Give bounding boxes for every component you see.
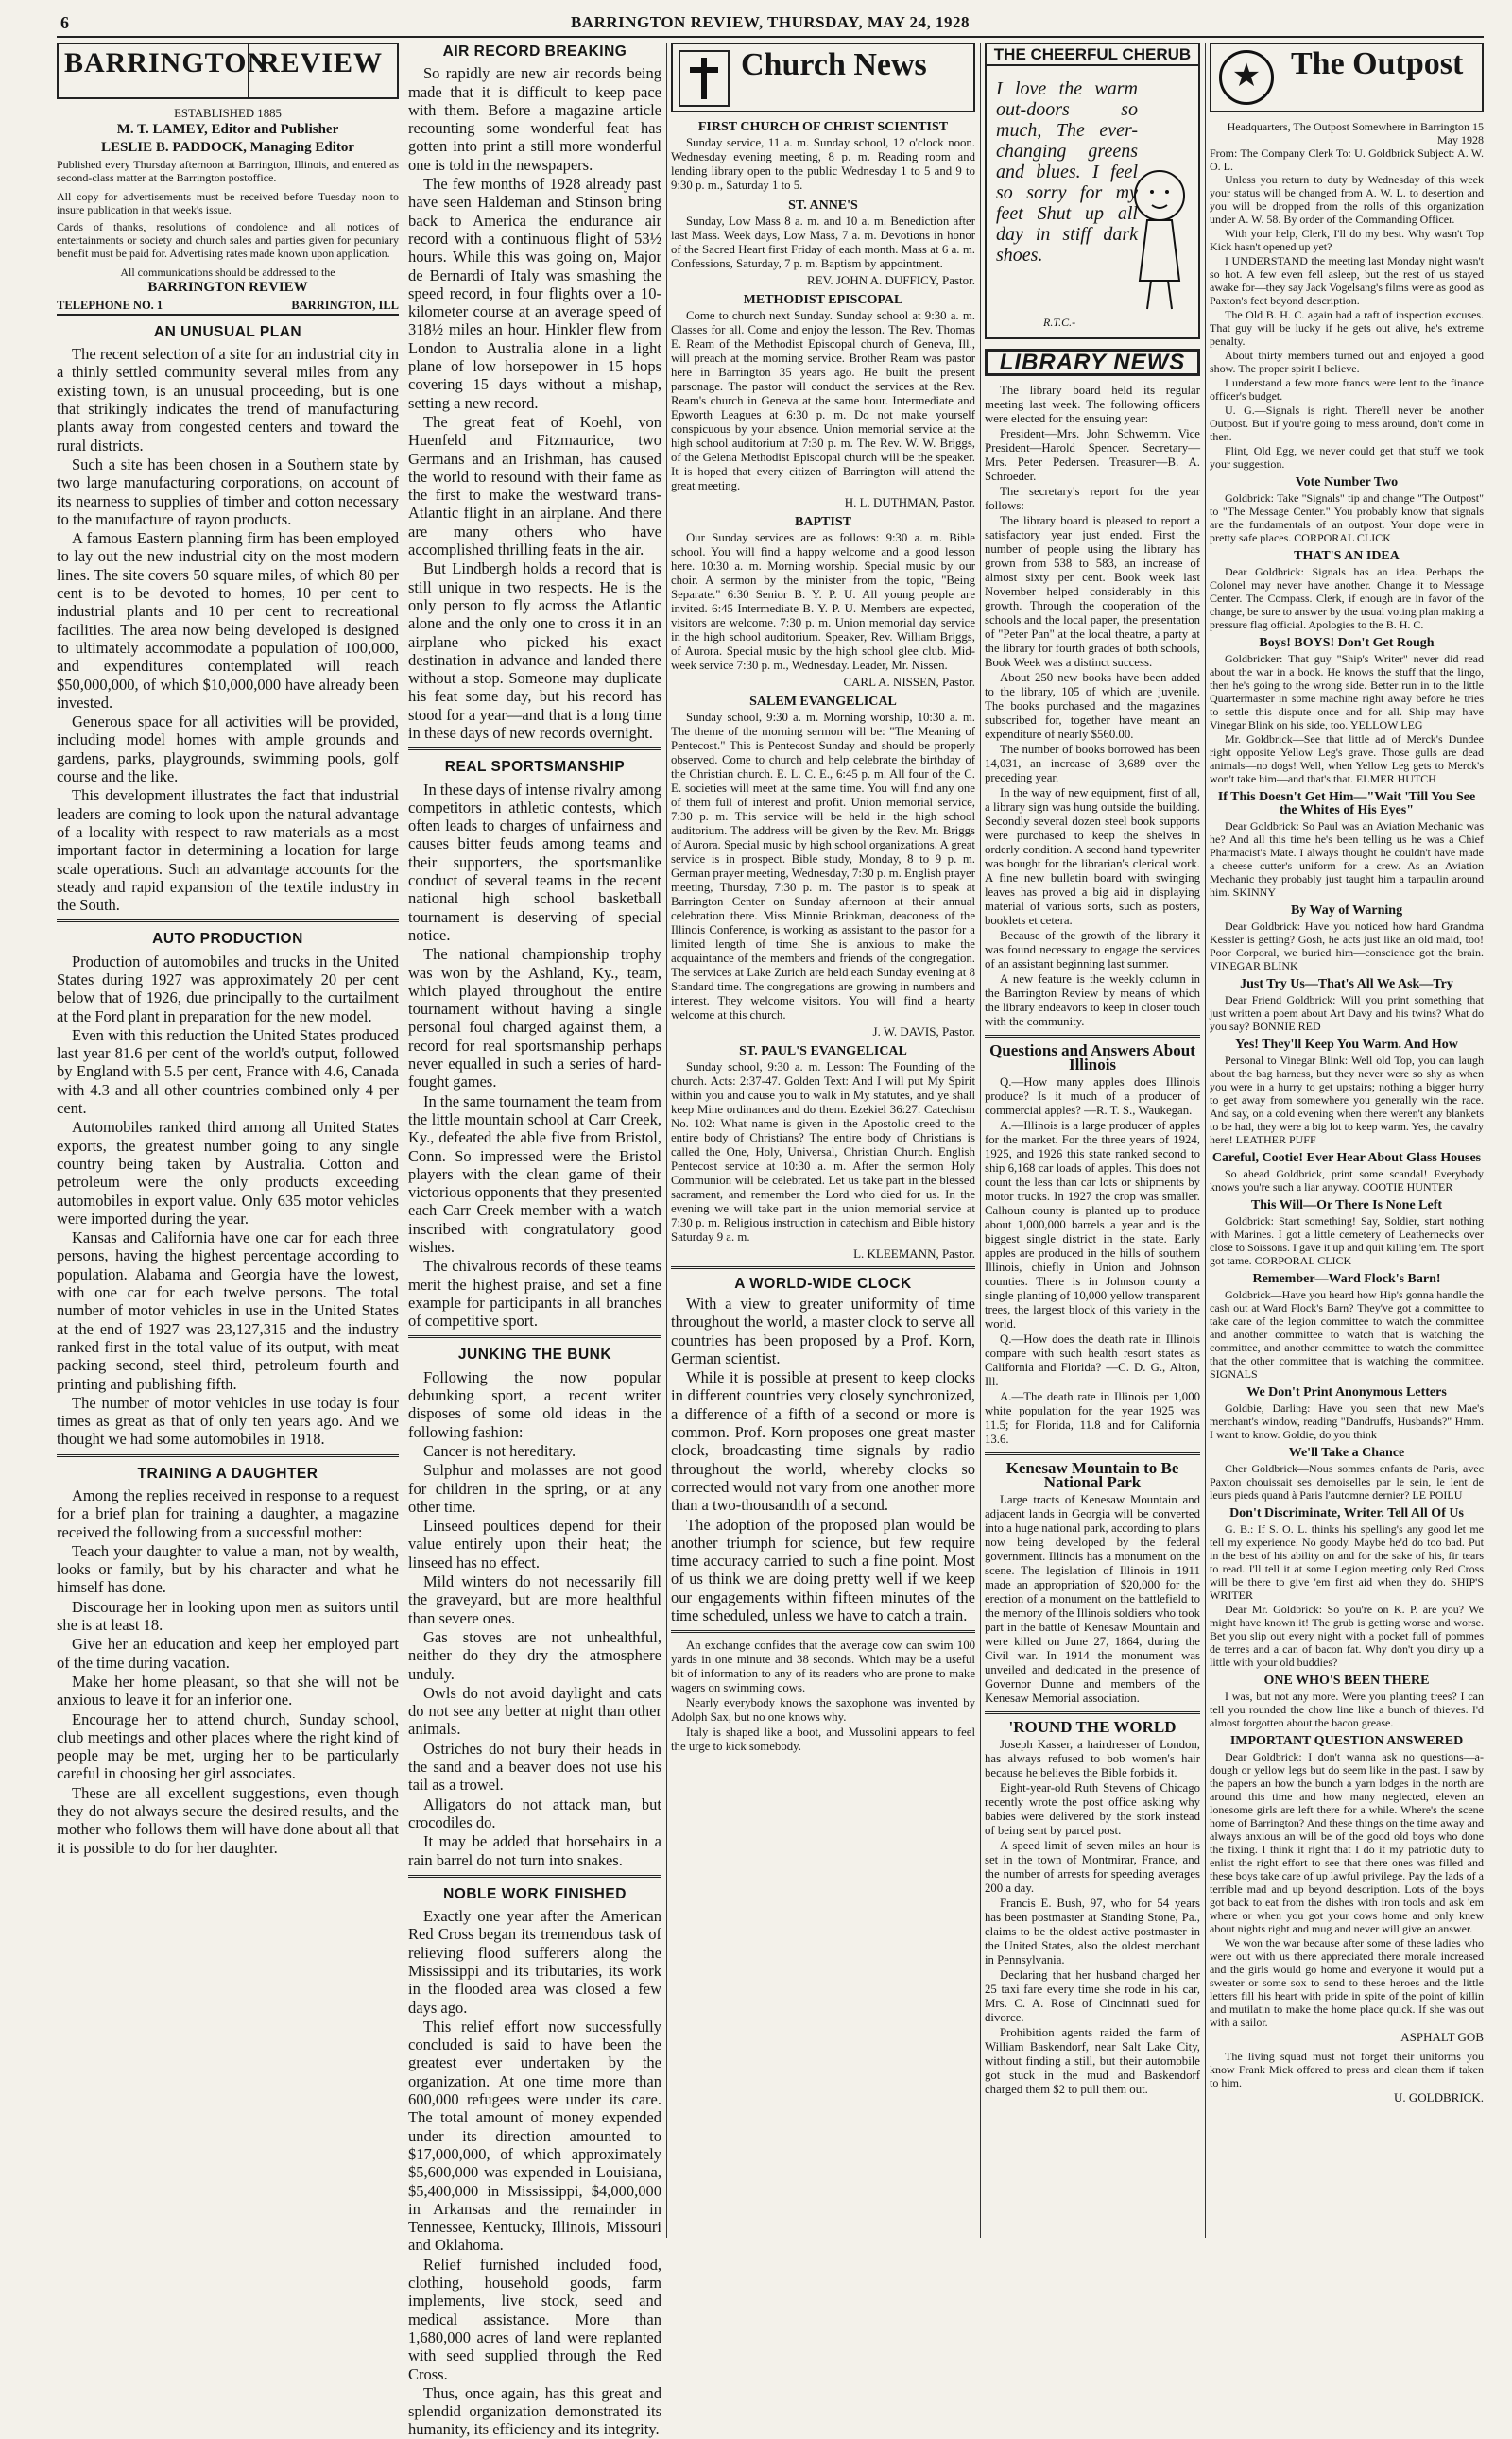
paragraph: Give her an education and keep her employed part of the time during vacation. (57, 1635, 399, 1672)
outpost-subhead: Vote Number Two (1295, 475, 1399, 490)
paragraph: About 250 new books have been added to the library, 105 of which are juvenile. The books purchased and the magazines subscribed for, together have meant an expenditure of nearly $560.00. (985, 671, 1200, 741)
paragraph: I understand a few more francs were lent to the finance officer's budget. (1210, 376, 1484, 403)
paragraph: The great feat of Koehl, von Huenfeld and Fitzmaurice, two Germans and an Irishman, has caused the world to resound with their fame as the first to make the westward trans-Atlantic flight in an airplane. And there are many others who have accomplished thrilling feats in the air. (408, 412, 662, 559)
outpost-subhead: If This Doesn't Get Him—"Wait 'Till You See the Whites of His Eyes" (1217, 790, 1476, 817)
running-title: BARRINGTON REVIEW, THURSDAY, MAY 24, 1928 (571, 13, 970, 31)
paragraph: Ostriches do not bury their heads in the sand and a beaver does not use his tail as a trowel. (408, 1739, 662, 1795)
paragraph: Eight-year-old Ruth Stevens of Chicago recently wrote the post office asking why babies were delivered by the stork instead of being sent by parcel post. (985, 1781, 1200, 1837)
paragraph: Dear Goldbrick: So Paul was an Aviation Mechanic was he? And all this time he's been telling us he was a Chief Pharmacist's Mate. I always thought he couldn't have made a cheese cutter's uniform for a crew. As an Aviation Mechanic they probably just taught him a tarpaulin around him. SKINNY (1210, 819, 1484, 899)
church-notice: Sunday service, 11 a. m. Sunday school, 12 o'clock noon. Wednesday evening meeting, 8 p. m. Reading room and lending library open to the public Wednesday 1 to 5 and 9 to 9:30 p. m., Saturday 1 to 5. (671, 136, 975, 192)
cheerful-cherub-box (985, 43, 1200, 339)
paragraph: A speed limit of seven miles an hour is set in the town of Montmirar, France, and the number of arrests for speeding averages 200 a day. (985, 1839, 1200, 1895)
paragraph: The few months of 1928 already past have seen Haldeman and Stinson bring back to America the endurance air record with a continuous flight of 53½ hours. While this was going on, Major de Bernardi of Italy was smashing the speed record, in four flights over a 10-kilometer course at an average speed of 318½ miles an hour. Hinkler flew from London to Australia alone in a light plane of low horsepower in 15 hops covering 15 days without a mishap, setting a new record. (408, 175, 662, 412)
paragraph: It may be added that horsehairs in a rain barrel do not turn into snakes. (408, 1832, 662, 1869)
outpost-subhead: We'll Take a Chance (1288, 1446, 1405, 1460)
paragraph: Goldbrick: Take "Signals" tip and change "The Outpost" to "The Message Center." You probably know that signals are the fundamentals of an outpost. Your dope were in pretty safe places. CORPORAL CLICK (1210, 491, 1484, 544)
outpost-subhead: Just Try Us—That's All We Ask—Try (1240, 977, 1453, 991)
outpost-subhead: This Will—Or There Is None Left (1250, 1198, 1443, 1212)
paragraph: Personal to Vinegar Blink: Well old Top, you can laugh about the bag harness, but they never were so shy as when you were in a hurry to get upstairs; nothing a bigger hurry to get away from somewhere you generally win the race. And say, on a cold evening when there weren't any blankets to be had, they were a big lot to keep warm. Yes, the cavalry here! LEATHER PUFF (1210, 1054, 1484, 1146)
paragraph: About thirty members turned out and enjoyed a good show. The proper spirit I believe. (1210, 349, 1484, 375)
paragraph: Dear Goldbrick: Have you noticed how hard Grandma Kessler is getting? Gosh, he acts just like an old maid, too! Poor Corporal, we buried him—conscience got the brain. VINEGAR BLINK (1210, 919, 1484, 972)
masthead-word-1: BARRINGTON (64, 47, 269, 78)
masthead (57, 43, 399, 99)
outpost-subhead: Careful, Cootie! Ever Hear About Glass Houses (1211, 1151, 1482, 1165)
city: BARRINGTON, ILL (291, 298, 399, 312)
running-header (57, 8, 1484, 38)
pastor-signature: H. L. DUTHMAN, Pastor. (844, 495, 975, 509)
paragraph: Q.—How does the death rate in Illinois compare with such health resort states as California and Florida? —C. D. G., Alton, Ill. (985, 1332, 1200, 1388)
column-editorial (57, 43, 399, 2238)
filler: Nearly everybody knows the saxophone was invented by Adolph Sax, but no one knows why. (671, 1696, 975, 1725)
outpost-subhead: THAT'S AN IDEA (1294, 549, 1400, 563)
paragraph: Goldbrick: Start something! Say, Soldier, start nothing with Marines. I got a little cemetery of Leathernecks over close to Soissons. I gave it up and quit killing 'em. The sport got tame. CORPORAL CLICK (1210, 1214, 1484, 1267)
outpost-subhead: IMPORTANT QUESTION ANSWERED (1229, 1734, 1464, 1748)
paragraph: Large tracts of Kenesaw Mountain and adjacent lands in Georgia will be converted into a huge national park, according to plans now being developed by the federal government. Illinois has a monument on the scene. The legislation of Illinois in 1911 made an appropriation of $20,000 for the erection of a monument on the battlefield to the memory of the Illinois soldiers who took part in the battle of Kenesaw Mountain and were killed on June 27, 1864, during the Civil war. In 1914 the monument was unveiled and dedicated in the presence of Governor Dunne and members of the Kenesaw Memorial association. (985, 1493, 1200, 1705)
address-notice: All communications should be addressed to the (120, 265, 335, 279)
paragraph: Kansas and California have one car for each three persons, having the highest percentage according to population. Alabama and Georgia have the lowest, with one car for each twelve persons. The total number of motor vehicles in use in the United States at the end of 1927 was 23,127,315 and the industry ranked first in the total value of its output, with meat packing second, steel third, petroleum fourth and printing and publishing fifth. (57, 1228, 399, 1393)
church-title: SALEM EVANGELICAL (749, 695, 897, 709)
paragraph: A.—The death rate in Illinois per 1,000 white population for the year 1925 was 11.5; for Florida, 11.8 and for California 13.6. (985, 1390, 1200, 1446)
telephone: TELEPHONE NO. 1 (57, 298, 163, 312)
divider (985, 1035, 1200, 1038)
paragraph: Such a site has been chosen in a Southern state by two large manufacturing corporations, on account of its nearness to supplies of timber and cotton necessary to the manufacture of rayon products. (57, 455, 399, 528)
paragraph: Dear Mr. Goldbrick: So you're on K. P. are you? We might have known it! The grub is getting worse and worse. Bet you slip out every night with a pocket full of pommes de terres and a can of bacon fat. Why don't you dirty up a little with your old buddies? (1210, 1603, 1484, 1669)
cards-notice: Cards of thanks, resolutions of condolence and all notices of entertainments or society and church sales and parties given for pecuniary benefit must be paid for. Advertising rates made known upon application. (57, 219, 399, 260)
paragraph: So rapidly are new air records being made that it is difficult to keep pace with them. Before a magazine article recounting some wonderful feat has gotten into print a still more wonderful one is told in the newspapers. (408, 64, 662, 174)
paragraph: This relief effort now successfully concluded is said to have been the greatest ever undertaken by the organization. At one time more than 600,000 refugees were under its care. The total amount of money expended under its direction amounted to $17,000,000, of which approximately $5,600,000 was expended in Louisiana, $5,400,000 in Mississippi, $4,000,000 in Arkansas and the remainder in Tennessee, Kentucky, Illinois, Missouri and Oklahoma. (408, 2017, 662, 2255)
paragraph: These are all excellent suggestions, even though they do not always secure the desired results, and the mother who follows them will have done about all that it is possible to do for her daughter. (57, 1783, 399, 1857)
paragraph: Exactly one year after the American Red Cross began its tremendous task of relieving flood sufferers along the Mississippi and its tributaries, its work in the flooded area was closed a few days ago. (408, 1907, 662, 2017)
paragraph: Dear Friend Goldbrick: Will you print something that just written a poem about Art Davy and his twins? What do you say? BONNIE RED (1210, 993, 1484, 1033)
church-title: METHODIST EPISCOPAL (743, 293, 903, 307)
paragraph: The recent selection of a site for an industrial city in a thinly settled community several miles from any existing town, is an unusual proceeding, but is one that strikingly indicates the trend of manufacturing plants away from congested centers and toward the rural districts. (57, 345, 399, 455)
column-church-news (671, 43, 975, 2238)
divider (57, 1454, 399, 1457)
church-title: ST. ANNE'S (788, 198, 858, 213)
established: ESTABLISHED 1885 (174, 107, 282, 120)
paragraph: The library board held its regular meeting last week. The following officers were elected for the ensuing year: (985, 384, 1200, 425)
pastor-signature: CARL A. NISSEN, Pastor. (843, 675, 975, 689)
letter-signature: ASPHALT GOB (1400, 2030, 1484, 2044)
paragraph: I UNDERSTAND the meeting last Monday night wasn't so hot. A few even fell asleep, but the rest of us stayed awake for—they say Jack Vogelsang's films were as good as Paxton's feet beyond description. (1210, 254, 1484, 307)
pastor-signature: J. W. DAVIS, Pastor. (872, 1024, 975, 1039)
filler: An exchange confides that the average cow can swim 100 yards in one minute and 38 seconds. Which may be a useful bit of information to any of its readers who are prone to make wagers on swimming cows. (671, 1639, 975, 1695)
divider (671, 1266, 975, 1269)
paragraph: While it is possible at present to keep clocks in different countries very closely synchronized, a difference of a fifth of a second or more is common. Prof. Korn proposes one great master clock, broadcasting time signals by radio throughout the world, whereby clocks so corrected would not vary from one another more than a two-thousandth of a second. (671, 1368, 975, 1515)
divider (57, 919, 399, 922)
paragraph: Goldbricker: That guy "Ship's Writer" never did read about the war in a book. He knows the stuff that the lingo, then he's going to the wrong side. Better run in to the little Quartermaster in some machine right away before he tries to settle this dispute once and for all. Ship may have Vinegar Blink on his side, too. YELLOW LEG (1210, 652, 1484, 731)
column-library (985, 43, 1200, 2238)
church-notice: Sunday, Low Mass 8 a. m. and 10 a. m. Benediction after last Mass. Week days, Low Mass, 7 a. m. Devotions in honor of the Sacred Heart first Friday of each month. Mass at 6 a. m. Confessions, Saturday, 7 p. m. Baptism by appointment. (671, 215, 975, 270)
paper-name: BARRINGTON REVIEW (147, 279, 308, 295)
cherub-signature: R.T.C.- (1043, 316, 1076, 329)
paragraph: Unless you return to duty by Wednesday of this week your status will be changed from A. W. L. to desertion and you will be dropped from the rolls of this organization under A. W. 58. By order of the Commanding Officer. (1210, 173, 1484, 226)
article-title: Questions and Answers About Illinois (989, 1041, 1195, 1074)
paragraph: This development illustrates the fact that industrial leaders are coming to look upon the natural advantage of a locality with respect to raw materials as a most important factor in determining a location for large scale operations. Such an advantage accounts for the steady and rapid expansion of the textile industry in the South. (57, 786, 399, 915)
outpost-subhead: Yes! They'll Keep You Warm. And How (1235, 1038, 1458, 1052)
column-rule (666, 43, 667, 2238)
paragraph: Goldbrick—Have you heard how Hip's gonna handle the cash out at Ward Flock's Barn? They've got a committee to take care of the legion committee to watch the committee and another committee to watch that is watching the committee, and another committee to watch the committee that the other committee that is watching the committee. SIGNALS (1210, 1288, 1484, 1381)
paragraph: Joseph Kasser, a hairdresser of London, has always refused to bob women's hair because he believes the Bible forbids it. (985, 1738, 1200, 1779)
paragraph: Gas stoves are not unhealthful, neither do they dry the atmosphere unduly. (408, 1627, 662, 1683)
article-title: AUTO PRODUCTION (152, 931, 303, 948)
paragraph: With a view to greater uniformity of time throughout the world, a master clock to serve all countries has been proposed by a Prof. Korn, German scientist. (671, 1295, 975, 1367)
paragraph: Linseed poultices depend for their value entirely upon their heat; the linseed has no effect. (408, 1517, 662, 1572)
paragraph: In the same tournament the team from the little mountain school at Carr Creek, Ky., defeated the able five from Bristol, Conn. So impressed were the Bristol players with the clean game of their victorious opponents that they presented each Carr Creek member with a watch inscribed with congratulatory good wishes. (408, 1091, 662, 1256)
article-title: A WORLD-WIDE CLOCK (734, 1276, 912, 1292)
column-outpost (1210, 43, 1484, 2238)
column-articles (408, 43, 662, 2439)
paragraph: A famous Eastern planning firm has been employed to lay out the new industrial city on the most modern lines. The site covers 50 square miles, of which 80 per cent is to be devoted to homes, 10 per cent to industrial plants and 10 per cent to recreational facilities. The area now being developed is designed to ultimately accommodate a population of 100,000, and expenditures contemplated will reach $50,000,000, of which $10,000,000 have already been invested. (57, 529, 399, 712)
library-news-title: LIBRARY NEWS (985, 349, 1200, 376)
page-number: 6 (60, 13, 69, 32)
paragraph: Discourage her in looking upon men as suitors until she is at least 18. (57, 1597, 399, 1635)
paragraph: The adoption of the proposed plan would be another triumph for science, but few require time accuracy carried to such a fine point. Most of us think we are doing pretty well if we keep our engagements within fifteen minutes of the time scheduled, unless we have to catch a train. (671, 1515, 975, 1625)
cross-icon (679, 50, 730, 107)
church-notice: Sunday school, 9:30 a. m. Morning worship, 10:30 a. m. The theme of the morning sermon will be: "The Meaning of Pentecost." This is Pentecost Sunday and should be properly observed. Come to church and help celebrate the birthday of the Christian church. E. L. C. E., 6:45 p. m. All four of the C. E. societies will meet at the same time. You will find any one of them full of interest and profit. Union memorial service, 7:30 p. m. This service will be held in the high school auditorium. The address will be given by the Rev. Mr. Briggs of Aurora. Special music by high school organizations. A great service is in prospect. Bible study, Monday, 8 to 9 p. m. German prayer meeting, Wednesday, 7:30 p. m. English prayer meeting, Thursday, 7:30 p. m. The pastor is to speak at Barrington Center on Sunday afternoon at their annual celebration there. Miss Minnie Brinkman, deaconess of the Illinois Conference, is working as assistant to the pastor for a limited length of time. She is anxious to make the acquaintance of the members and friends of the congregation. The services at Lake Zurich are held each Sunday evening at 8 Standard time. The congregations are growing in numbers and interest. They welcome visitors. You will find a hearty welcome at this church. (671, 711, 975, 1022)
paragraph: Generous space for all activities will be provided, including model homes with ample grounds and gardens, parks, playgrounds, swimming pools, golf course and the like. (57, 713, 399, 786)
article-title: Kenesaw Mountain to Be National Park (1005, 1459, 1179, 1491)
paragraph: Goldbie, Darling: Have you seen that new Mae's merchant's window, reading "Dandruffs, Husbands?" Hmm. I want to know. Goldie, do you think (1210, 1401, 1484, 1441)
paragraph: A.—Illinois is a large producer of apples for the market. For the three years of 1924, 1925, and 1926 this state ranked second to ship 6,168 car loads of apples. This does not count the less than car lots or shipments by motor trucks. In 1927 the crop was smaller. Calhoun county is planted up to produce about 1,000,000 barrels a year and is the biggest single district in the state. Early apples are produced in the hills of southern Illinois, chiefly in Union and Johnson counties. There is in Johnson county a single planting of 10,000 yellow transparent trees, the largest block of this variety in the world. (985, 1119, 1200, 1331)
paragraph: Teach your daughter to value a man, not by wealth, looks or family, but by his character and what he himself has done. (57, 1541, 399, 1597)
editor-line: M. T. LAMEY, Editor and Publisher (116, 122, 339, 137)
publication-notice: Published every Thursday afternoon at Barrington, Illinois, and entered as second-class matter at the Barrington postoffice. (57, 157, 399, 184)
copy-notice: All copy for advertisements must be received before Tuesday noon to insure publication in that week's issue. (57, 189, 399, 216)
column-rule (980, 43, 981, 2238)
paragraph: The secretary's report for the year follows: (985, 485, 1200, 512)
paragraph: The library board is pleased to report a satisfactory year just ended. First the number of people using the library has grown from 538 to 583, an increase of almost sixty per cent. Book week last November helped considerably in this growth. Through the cooperation of the schools and the local paper, the presentation of "Peter Pan" at the local theatre, a party at the library for fourth grades of both schools, Book Week was a distinct success. (985, 514, 1200, 669)
divider (985, 1452, 1200, 1455)
column-rule (1205, 43, 1206, 2238)
paragraph: Mr. Goldbrick—See that little ad of Merck's Dundee right opposite Yellow Leg's grave. Those gulls are dead animals—no dogs! Well, when Yellow Leg gets to Merck's won't take him—and that's that. ELMER HUTCH (1210, 732, 1484, 785)
paragraph: U. G.—Signals is right. There'll never be another Outpost. But if you're going to mess around, don't come in then. (1210, 404, 1484, 443)
paragraph: The national championship trophy was won by the Ashland, Ky., team, which played throughout the entire tournament without having a single personal foul charged against them, a record for real sportsmanship perhaps never equalled in such a series of hard-fought games. (408, 945, 662, 1091)
paragraph: Cancer is not hereditary. (423, 1441, 576, 1460)
paragraph: Mild winters do not necessarily fill the graveyard, but are more healthful than severe ones. (408, 1572, 662, 1627)
star-emblem-icon: ★ (1219, 50, 1274, 105)
paragraph: Thus, once again, has this great and splendid organization demonstrated its humanity, its efficiency and its integrity. (408, 2383, 662, 2439)
paragraph: Production of automobiles and trucks in the United States during 1927 was approximately 20 per cent below that of 1926, due principally to the curtailment at the Ford plant in preparation for the new model. (57, 952, 399, 1025)
paragraph: A new feature is the weekly column in the Barrington Review by means of which the library endeavors to keep in closer touch with the community. (985, 972, 1200, 1028)
church-notice: Come to church next Sunday. Sunday school at 9:30 a. m. Classes for all. Come and enjoy the lesson. The Rev. Thomas E. Ream of the Methodist Episcopal church of Geneva, Ill., will preach at the morning service. Brother Ream was pastor here in Barrington 35 years ago. He built the present parsonage. The pastor will conduct the services at the Rev. Ream's church in Geneva at the same hour. Intermediate and Epworth Leagues at 6:30 p. m. Do not make yourself conspicuous by your absence. Union memorial service at the high school auditorium at 7:30 p. m. The Rev. W. W. Briggs, of the Gelena Methodist Episcopal church will be the speaker. It is hoped that every citizen of Barrington will attend the great meeting. (671, 309, 975, 492)
paragraph: In the way of new equipment, first of all, a library sign was hung outside the building. Secondly several dozen steel book supports were purchased to keep the shelves in orderly condition. A second hand typewriter was bought for the librarian's clerical work. A fine new bulletin board with swinging leaves has proved a big aid in displaying material of various sorts, such as posters, booklets et cetera. (985, 786, 1200, 927)
paragraph: But Lindbergh holds a record that is still unique in two respects. He is the only person to fly across the Atlantic alone and the only one to cross it in an airplane who picked his exact destination in advance and landed there without a stop. Someone may duplicate his feat some day, but his record has stood for a year—and that is a long time in these days of new records overnight. (408, 559, 662, 742)
paragraph: I was, but not any more. Were you planting trees? I can tell you rounded the chow line like a bunch of thieves. I'd almost forgotten about the bacon grease. (1210, 1690, 1484, 1729)
paragraph: Automobiles ranked third among all United States exports, the greatest number going to any single country being taken by Australia. Cotton and petroleum were the only products exceeding automobiles in export value. Only 635 motor vehicles were imported during the year. (57, 1118, 399, 1228)
paragraph: Even with this reduction the United States produced last year 81.6 per cent of the world's output, followed by England with 5.5 per cent, France with 4.6, Canada with 4.3 and all other countries combined only 4 per cent. (57, 1025, 399, 1118)
outpost-headquarters: Headquarters, The Outpost Somewhere in Barrington 15 May 1928 (1227, 120, 1484, 146)
outpost-header (1210, 43, 1484, 112)
church-title: ST. PAUL'S EVANGELICAL (739, 1044, 907, 1058)
article-title: 'ROUND THE WORLD (1008, 1718, 1177, 1736)
paragraph: Encourage her to attend church, Sunday school, club meetings and other places where the right kind of people may be met, urging her to be particularly careful in choosing her girl associates. (57, 1709, 399, 1783)
article-title: JUNKING THE BUNK (457, 1347, 612, 1364)
paragraph: Because of the growth of the library it was found necessary to engage the services of an assistant beginning last summer. (985, 929, 1200, 970)
paragraph: Flint, Old Egg, we never could get that stuff we took your suggestion. (1210, 444, 1484, 471)
paragraph: Dear Goldbrick: I don't wanna ask no questions—a-dough or yellow legs but do seem like in the past. I saw by the papers an how the bunch a yarn lodges in the north are around this time and how many neglected, eleven an lonesome girls are left there for a while. Where's the scene home of Barrington? And these things on the time away and always anxious an will be of the good old boys who done the fixing. I think it right that I do it my patriotic duty to enlist the right effort to see that there ones was filled and these boys take care of up lawful privilege. Pay the lads of a terrible mad and up beyond description. Lots of the boys got back to eat from the dishes with iron tools and ask 'em where or when you got your cows home and only knew about nights right and mug and never will give an answer. (1210, 1750, 1484, 1935)
article-title: TRAINING A DAUGHTER (137, 1465, 318, 1482)
paragraph: Following the now popular debunking sport, a recent writer disposes of some old ideas in the following fashion: (408, 1367, 662, 1441)
paragraph: Among the replies received in response to a request for a brief plan for training a daughter, a magazine received the following from a successful mother: (57, 1486, 399, 1541)
paragraph: Relief furnished included food, clothing, household goods, farm implements, live stock, seed and medical assistance. More than 1,680,000 acres of land were replanted with seed supplied through the Red Cross. (408, 2255, 662, 2383)
telephone-line (57, 297, 399, 316)
paragraph: Q.—How many apples does Illinois produce? Is it much of a producer of commercial apples? —R. T. S., Waukegan. (985, 1075, 1200, 1117)
paragraph: The living squad must not forget their uniforms you know Frank Mick offered to press and clean them if taken to him. (1210, 2050, 1484, 2089)
church-title: FIRST CHURCH OF CHRIST SCIENTIST (697, 120, 949, 134)
paragraph: The number of books borrowed has been 14,031, an increase of 3,689 over the preceding year. (985, 743, 1200, 784)
cherub-title: THE CHEERFUL CHERUB (987, 44, 1198, 66)
paragraph: Francis E. Bush, 97, who for 54 years has been postmaster at Standing Stone, Pa., claims to be the oldest active postmaster in the United States, also the oldest merchant in Pennsylvania. (985, 1897, 1200, 1967)
paragraph: G. B.: If S. O. L. thinks his spelling's any good let me tell my experience. No goody. Maybe he'd do too bad. Put in the best of his ability on and for the sake of his, fir tears to read. I'll tell it at some Legion meeting only Red Cross will be there to give 'em first aid when they do. SHIP'S WRITER (1210, 1522, 1484, 1602)
outpost-subhead: By Way of Warning (1290, 903, 1403, 918)
pastor-signature: L. KLEEMANN, Pastor. (853, 1246, 975, 1261)
paragraph: The chivalrous records of these teams merit the highest praise, and set a fine example for participants in all branches of competitive sport. (408, 1257, 662, 1331)
outpost-subhead: Don't Discriminate, Writer. Tell All Of Us (1229, 1506, 1464, 1520)
article-title: NOBLE WORK FINISHED (443, 1885, 627, 1902)
paragraph: Dear Goldbrick: Signals has an idea. Perhaps the Colonel may never have another. Change it to Message Center. The Compass. Clerk, if enough are in favor of the change, be sure to answer by the usual voting plan making a pressure flag official. Apologies to the B. H. C. (1210, 565, 1484, 631)
paragraph: Cher Goldbrick—Nous sommes enfants de Paris, avec Paxton chouissait ses demoiselles par le sein, le lent de leurs pieds quand à Paris l'automne dernier? LE POILU (1210, 1462, 1484, 1502)
article-title: AN UNUSUAL PLAN (153, 323, 302, 340)
cherub-poem: I love the warm out-doors so much, The ever-changing greens and blues. I feel so sorry for my feet Shut up all day in stiff dark shoes. (996, 78, 1138, 266)
paragraph: Prohibition agents raided the farm of William Baskendorf, near Salt Lake City, without finding a still, but their automobile got stuck in the mud and Baskendorf charged them $2 to pull them out. (985, 2026, 1200, 2096)
church-notice: Our Sunday services are as follows: 9:30 a. m. Bible school. You will find a happy welcome and a good lesson here. 10:30 a. m. Morning worship. Special music by our choir. A sermon by the minister from the topic, "Being Separate." 6:30 Senior B. Y. P. U. All young people are invited. 6:45 Intermediate B. Y. P. U. Members are expected, visitors are welcome. 7:30 p. m. Union memorial day service in the high school auditorium. Speaker, Rev. William Briggs, of Aurora. Special music by the high school glee club. Mid-week service 7:30 p. m., Wednesday. Leader, Mr. Nissen. (671, 531, 975, 672)
column-signature: U. GOLDBRICK. (1394, 2090, 1484, 2104)
outpost-memo: From: The Company Clerk To: U. Goldbrick Subject: A. W. O. L. (1210, 146, 1484, 173)
paragraph: The number of motor vehicles in use today is four times as great as that of only ten years ago. And we thought we had some automobiles in 1918. (57, 1393, 399, 1449)
paragraph: The Old B. H. C. again had a raft of inspection excuses. That guy will be lucky if he gets out alive, he's extreme penalty. (1210, 308, 1484, 348)
cherub-figure-icon (1126, 158, 1193, 318)
article-title: REAL SPORTSMANSHIP (444, 759, 626, 776)
outpost-subhead: ONE WHO'S BEEN THERE (1263, 1674, 1430, 1688)
divider (985, 1711, 1200, 1714)
outpost-subhead: We Don't Print Anonymous Letters (1246, 1385, 1447, 1400)
paragraph: With your help, Clerk, I'll do my best. Why wasn't Top Kick hasn't opened up yet? (1210, 227, 1484, 253)
paragraph: Owls do not avoid daylight and cats do not see any better at night than other animals. (408, 1683, 662, 1739)
divider (408, 1875, 662, 1878)
paragraph: Alligators do not attack man, but crocodiles do. (408, 1795, 662, 1831)
church-notice: Sunday school, 9:30 a. m. Lesson: The Founding of the church. Acts: 2:37-47. Golden Text: And I will put My Spirit within you and cause you to walk in My statutes, and ye shall keep Mine ordinances and do them. Ezekiel 36:27. Catechism No. 102: What name is given in the Apostolic creed to the entire body of Christians? The entire body of Christians is called the One, Holy, Universal, Christian Church. English Pentecost service at 10:30 a. m. After the sermon Holy Communion will be celebrated. Let us take part in the blessed sacrament, and remember the Lord who died for us. In the evening we will take part in the union memorial service at 7:30 p. m. Religious instruction in catechism and Bible history Saturday 9 a. m. (671, 1060, 975, 1244)
article-title: AIR RECORD BREAKING (442, 43, 627, 60)
masthead-divider (248, 44, 249, 97)
church-title: BAPTIST (795, 515, 851, 529)
paragraph: Sulphur and molasses are not good for children in the spring, or at any other time. (408, 1461, 662, 1516)
paragraph: We won the war because after some of these ladies who were out with us there appreciated there morale increased and the girls would go home and everyone it would put a sweater or some sox to send to these heroes and the little letters fill his heart with pride in spite of the point of killin and mutilatin to make the home place quick. If she was out with a sailor. (1210, 1936, 1484, 2029)
church-news-title: Church News (741, 47, 927, 82)
outpost-subhead: Remember—Ward Flock's Barn! (1252, 1272, 1441, 1286)
outpost-subhead: Boys! BOYS! Don't Get Rough (1259, 636, 1435, 650)
paragraph: So ahead Goldbrick, print some scandal! Everybody knows you're such a liar anyway. COOTIE HUNTER (1210, 1167, 1484, 1194)
managing-editor-line: LESLIE B. PADDOCK, Managing Editor (100, 140, 355, 156)
paragraph: In these days of intense rivalry among competitors in athletic contests, which often leads to charges of unfairness and causes bitter feuds among teams and their supporters, the sportsmanlike conduct of several teams in the recent national high school basketball tournament is deserving of special notice. (408, 780, 662, 944)
paragraph: Declaring that her husband charged her 25 taxi fare every time she rode in his car, Mrs. C. A. Rose of Cincinnati sued for divorce. (985, 1968, 1200, 2024)
church-news-header (671, 43, 975, 112)
divider (671, 1630, 975, 1633)
masthead-word-2: REVIEW (259, 47, 384, 78)
outpost-title: The Outpost (1291, 46, 1464, 81)
pastor-signature: REV. JOHN A. DUFFICY, Pastor. (807, 273, 975, 287)
paragraph: Make her home pleasant, so that she will not be anxious to leave it for an inferior one. (57, 1672, 399, 1709)
divider (408, 1335, 662, 1338)
divider (408, 747, 662, 750)
paragraph: President—Mrs. John Schwemm. Vice President—Harold Spencer. Secretary—Mrs. Peter Pedersen. Treasurer—B. A. Schroeder. (985, 427, 1200, 483)
filler: Italy is shaped like a boot, and Mussolini appears to feel the urge to kick somebody. (671, 1726, 975, 1754)
